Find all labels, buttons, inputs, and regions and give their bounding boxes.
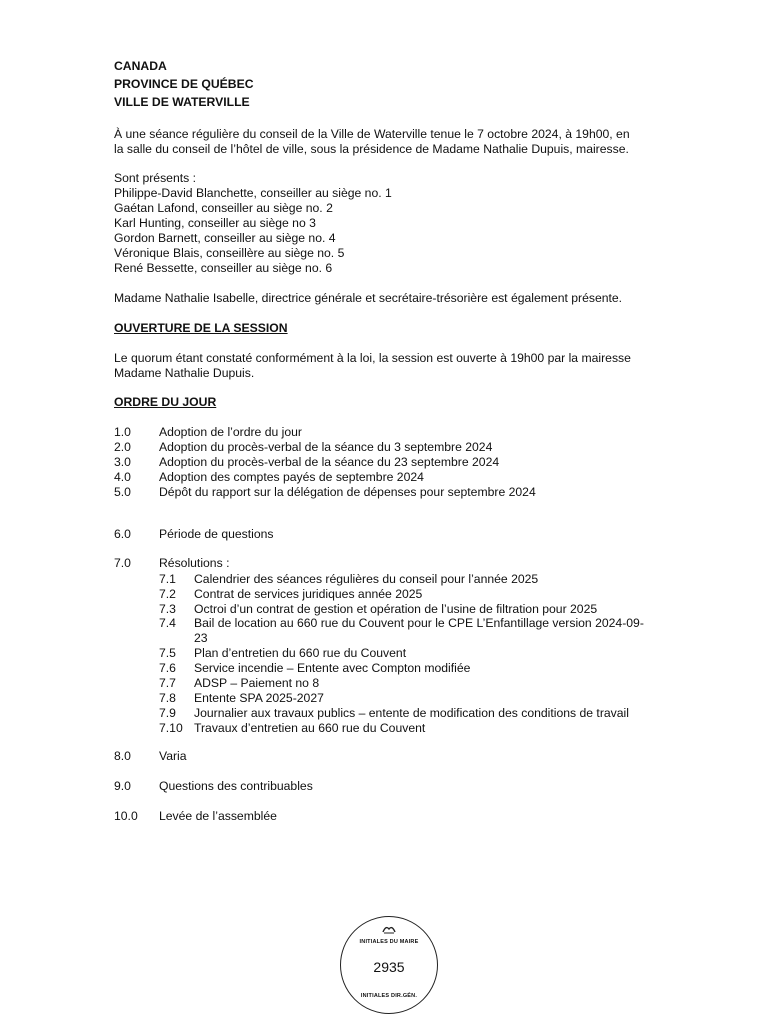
agenda-item-text: Adoption du procès-verbal de la séance du 3 septembre 2024 — [159, 440, 493, 454]
resolution-text: Travaux d’entretien au 660 rue du Couvent — [194, 721, 426, 735]
agenda-item-number: 4.0 — [114, 470, 131, 484]
resolution-text: Bail de location au 660 rue du Couvent pour le CPE L’Enfantillage version 2024-09- — [194, 616, 644, 630]
member-item: Philippe-David Blanchette, conseiller au siège no. 1 — [114, 186, 392, 200]
agenda-item-number: 9.0 — [114, 779, 131, 793]
header-country: CANADA — [114, 59, 167, 73]
resolution-number: 7.7 — [159, 676, 176, 690]
resolution-number: 7.4 — [159, 616, 176, 630]
resolution-number: 7.9 — [159, 706, 176, 720]
intro-line-1: À une séance régulière du conseil de la Ville de Waterville tenue le 7 octobre 2024, à 19h00, en — [114, 127, 630, 141]
resolution-number: 7.1 — [159, 572, 176, 586]
opening-title: OUVERTURE DE LA SESSION — [114, 321, 288, 335]
agenda-item-text: Varia — [159, 749, 187, 763]
agenda-item-text: Période de questions — [159, 527, 274, 541]
resolution-number: 7.5 — [159, 646, 176, 660]
agenda-item-text: Dépôt du rapport sur la délégation de dépenses pour septembre 2024 — [159, 485, 536, 499]
present-heading: Sont présents : — [114, 171, 196, 185]
intro-line-2: la salle du conseil de l’hôtel de ville, sous la présidence de Madame Nathalie Dupuis, mairesse. — [114, 142, 629, 156]
stamp-number: 2935 — [373, 959, 405, 975]
resolution-text: Contrat de services juridiques année 2025 — [194, 587, 423, 601]
opening-line-1: Le quorum étant constaté conformément à la loi, la session est ouverte à 19h00 par la mairesse — [114, 351, 631, 365]
agenda-item-number: 8.0 — [114, 749, 131, 763]
member-item: Karl Hunting, conseiller au siège no 3 — [114, 216, 316, 230]
agenda-item-number: 3.0 — [114, 455, 131, 469]
agenda-item-text: Levée de l’assemblée — [159, 809, 277, 823]
agenda-item-text: Résolutions : — [159, 556, 230, 570]
agenda-item-number: 6.0 — [114, 527, 131, 541]
agenda-item-number: 5.0 — [114, 485, 131, 499]
resolution-number: 7.6 — [159, 661, 176, 675]
agenda-item-text: Adoption de l’ordre du jour — [159, 425, 302, 439]
resolution-text: Calendrier des séances régulières du conseil pour l’année 2025 — [194, 572, 539, 586]
agenda-item-number: 2.0 — [114, 440, 131, 454]
agenda-item-text: Adoption du procès-verbal de la séance du 23 septembre 2024 — [159, 455, 500, 469]
agenda-item-number: 10.0 — [114, 809, 138, 823]
header-province: PROVINCE DE QUÉBEC — [114, 77, 254, 91]
resolution-text: Service incendie – Entente avec Compton modifiée — [194, 661, 471, 675]
agenda-item-text: Adoption des comptes payés de septembre 2024 — [159, 470, 424, 484]
mayor-initials-label: INITIALES DU MAIRE — [359, 939, 419, 945]
member-item: Véronique Blais, conseillère au siège no. 5 — [114, 246, 345, 260]
waterville-logo-icon — [382, 924, 396, 937]
resolution-text-continuation: 23 — [194, 631, 208, 645]
resolution-text: Journalier aux travaux publics – entente de modification des conditions de travail — [194, 706, 629, 720]
member-item: Gordon Barnett, conseiller au siège no. 4 — [114, 231, 336, 245]
agenda-item-number: 1.0 — [114, 425, 131, 439]
agenda-title: ORDRE DU JOUR — [114, 395, 217, 409]
resolution-text: Plan d’entretien du 660 rue du Couvent — [194, 646, 407, 660]
resolution-number: 7.2 — [159, 587, 176, 601]
director-statement: Madame Nathalie Isabelle, directrice générale et secrétaire-trésorière est également présente. — [114, 291, 623, 305]
opening-line-2: Madame Nathalie Dupuis. — [114, 366, 255, 380]
agenda-item-number: 7.0 — [114, 556, 131, 570]
member-item: Gaétan Lafond, conseiller au siège no. 2 — [114, 201, 333, 215]
resolution-number: 7.10 — [159, 721, 183, 735]
resolution-text: ADSP – Paiement no 8 — [194, 676, 320, 690]
resolution-text: Octroi d’un contrat de gestion et opération de l’usine de filtration pour 2025 — [194, 602, 598, 616]
initials-stamp — [340, 916, 438, 1014]
resolution-number: 7.3 — [159, 602, 176, 616]
member-item: René Bessette, conseiller au siège no. 6 — [114, 261, 333, 275]
agenda-item-text: Questions des contribuables — [159, 779, 313, 793]
header-city: VILLE DE WATERVILLE — [114, 95, 250, 109]
dg-initials-label: INITIALES DIR.GÉN. — [360, 993, 418, 999]
resolution-number: 7.8 — [159, 691, 176, 705]
resolution-text: Entente SPA 2025-2027 — [194, 691, 324, 705]
